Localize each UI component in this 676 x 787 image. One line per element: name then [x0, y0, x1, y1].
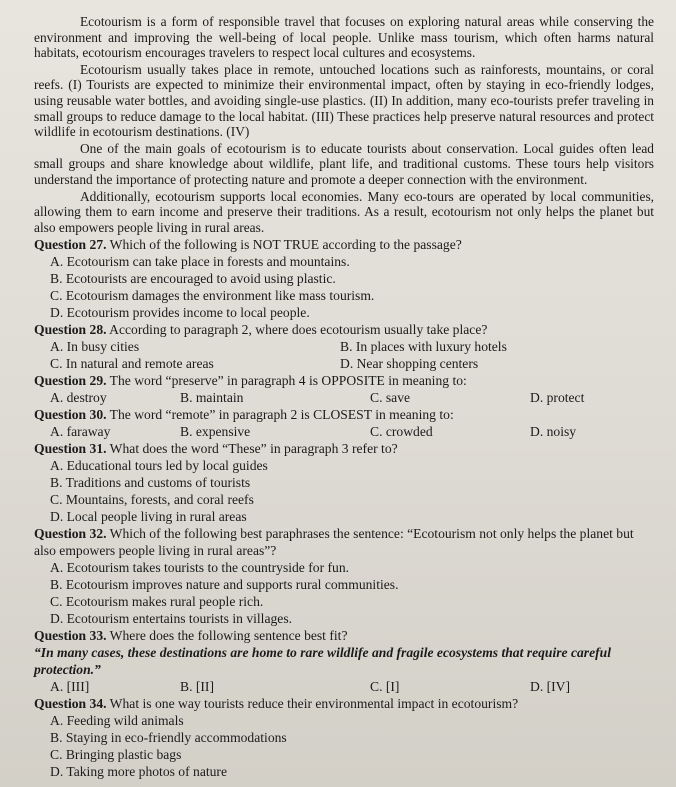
- option[interactable]: C. In natural and remote areas: [50, 356, 214, 372]
- option[interactable]: B. expensive: [180, 424, 251, 440]
- question-text: Where does the following sentence best fit?: [109, 628, 348, 644]
- option[interactable]: C. save: [370, 390, 411, 406]
- option[interactable]: D. Ecotourism provides income to local people.: [50, 305, 310, 321]
- question-text: According to paragraph 2, where does ecotourism usually take place?: [109, 322, 488, 338]
- question-text: Which of the following is NOT TRUE according to the passage?: [109, 237, 462, 253]
- option[interactable]: A. [III]: [50, 679, 90, 695]
- question-30: [34, 406, 654, 423]
- option[interactable]: A. destroy: [50, 390, 107, 406]
- option[interactable]: C. Bringing plastic bags: [50, 747, 182, 763]
- option[interactable]: D. [IV]: [530, 679, 571, 695]
- question-label: Question 32.: [34, 526, 107, 542]
- options-row: [34, 678, 654, 695]
- passage-paragraph-2: Ecotourism usually takes place in remote, untouched locations such as rainforests, mountains, or coral reefs. (I) Tourists are expected to minimize their environmental impact, often by staying in eco-friendly lodges, using reusable water bottles, and avoiding single-use plastics. (II) In addition, many eco-tourists prefer traveling in small groups to reduce damage to the local habitat. (III) These practices help preserve natural resources and protect wildlife in ecotourism destinations. (IV): [34, 61, 654, 140]
- question-label: Question 28.: [34, 322, 107, 338]
- options-row: [34, 355, 654, 372]
- option[interactable]: D. Local people living in rural areas: [50, 509, 247, 525]
- option[interactable]: D. protect: [530, 390, 585, 406]
- option[interactable]: D. noisy: [530, 424, 577, 440]
- options-row: [34, 423, 654, 440]
- question-33: [34, 627, 654, 644]
- passage-paragraph-4: Additionally, ecotourism supports local economies. Many eco-tours are operated by local communities, allowing them to earn income and preserve their traditions. As a result, ecotourism not only helps the planet but also empowers people living in rural areas.: [34, 188, 654, 235]
- options-row: [34, 389, 654, 406]
- option[interactable]: B. In places with luxury hotels: [340, 339, 507, 355]
- question-text: The word “remote” in paragraph 2 is CLOSEST in meaning to:: [109, 407, 454, 423]
- option[interactable]: B. Ecotourism improves nature and supports rural communities.: [50, 577, 399, 593]
- question-text: What is one way tourists reduce their environmental impact in ecotourism?: [109, 696, 519, 712]
- passage-paragraph-1: Ecotourism is a form of responsible travel that focuses on exploring natural areas while conserving the environment and improving the well-being of local people. Unlike mass tourism, which often harms natural habitats, ecotourism encourages travelers to respect local cultures and ecosystems.: [34, 14, 654, 61]
- passage-paragraph-3: One of the main goals of ecotourism is to educate tourists about conservation. Local guides often lead small groups and share knowledge about wildlife, plant life, and traditional customs. These tours help visitors understand the importance of protecting nature and promote a deeper connection with the environment.: [34, 140, 654, 187]
- option[interactable]: C. Ecotourism makes rural people rich.: [50, 594, 264, 610]
- question-label: Question 34.: [34, 696, 107, 712]
- option[interactable]: A. Ecotourism takes tourists to the countryside for fun.: [50, 560, 350, 576]
- option[interactable]: B. Staying in eco-friendly accommodations: [50, 730, 287, 746]
- question-text: Which of the following best paraphrases the sentence: “Ecotourism not only helps the planet but also empowers people living in rural areas”?: [34, 526, 634, 559]
- quoted-sentence: “In many cases, these destinations are home to rare wildlife and fragile ecosystems that require careful protection.”: [34, 645, 611, 678]
- option[interactable]: A. Educational tours led by local guides: [50, 458, 268, 474]
- option[interactable]: B. maintain: [180, 390, 244, 406]
- question-label: Question 30.: [34, 407, 107, 423]
- question-29: [34, 372, 654, 389]
- question-27: [34, 236, 654, 253]
- question-label: Question 27.: [34, 237, 107, 253]
- option[interactable]: D. Near shopping centers: [340, 356, 479, 372]
- question-32: [34, 525, 654, 559]
- option[interactable]: A. Ecotourism can take place in forests and mountains.: [50, 254, 350, 270]
- option[interactable]: C. [I]: [370, 679, 400, 695]
- question-text: What does the word “These” in paragraph 3 refer to?: [109, 441, 398, 457]
- option[interactable]: C. Mountains, forests, and coral reefs: [50, 492, 254, 508]
- option[interactable]: B. [II]: [180, 679, 214, 695]
- option[interactable]: C. Ecotourism damages the environment like mass tourism.: [50, 288, 375, 304]
- question-label: Question 29.: [34, 373, 107, 389]
- option[interactable]: B. Ecotourists are encouraged to avoid using plastic.: [50, 271, 336, 287]
- question-label: Question 31.: [34, 441, 107, 457]
- question-label: Question 33.: [34, 628, 107, 644]
- options-row: [34, 338, 654, 355]
- option[interactable]: A. In busy cities: [50, 339, 140, 355]
- option[interactable]: A. faraway: [50, 424, 111, 440]
- option[interactable]: B. Traditions and customs of tourists: [50, 475, 251, 491]
- option[interactable]: D. Ecotourism entertains tourists in villages.: [50, 611, 293, 627]
- question-text: The word “preserve” in paragraph 4 is OPPOSITE in meaning to:: [109, 373, 467, 389]
- option[interactable]: D. Taking more photos of nature: [50, 764, 227, 780]
- question-28: [34, 321, 654, 338]
- option[interactable]: A. Feeding wild animals: [50, 713, 184, 729]
- question-34: [34, 695, 654, 712]
- option[interactable]: C. crowded: [370, 424, 433, 440]
- question-31: [34, 440, 654, 457]
